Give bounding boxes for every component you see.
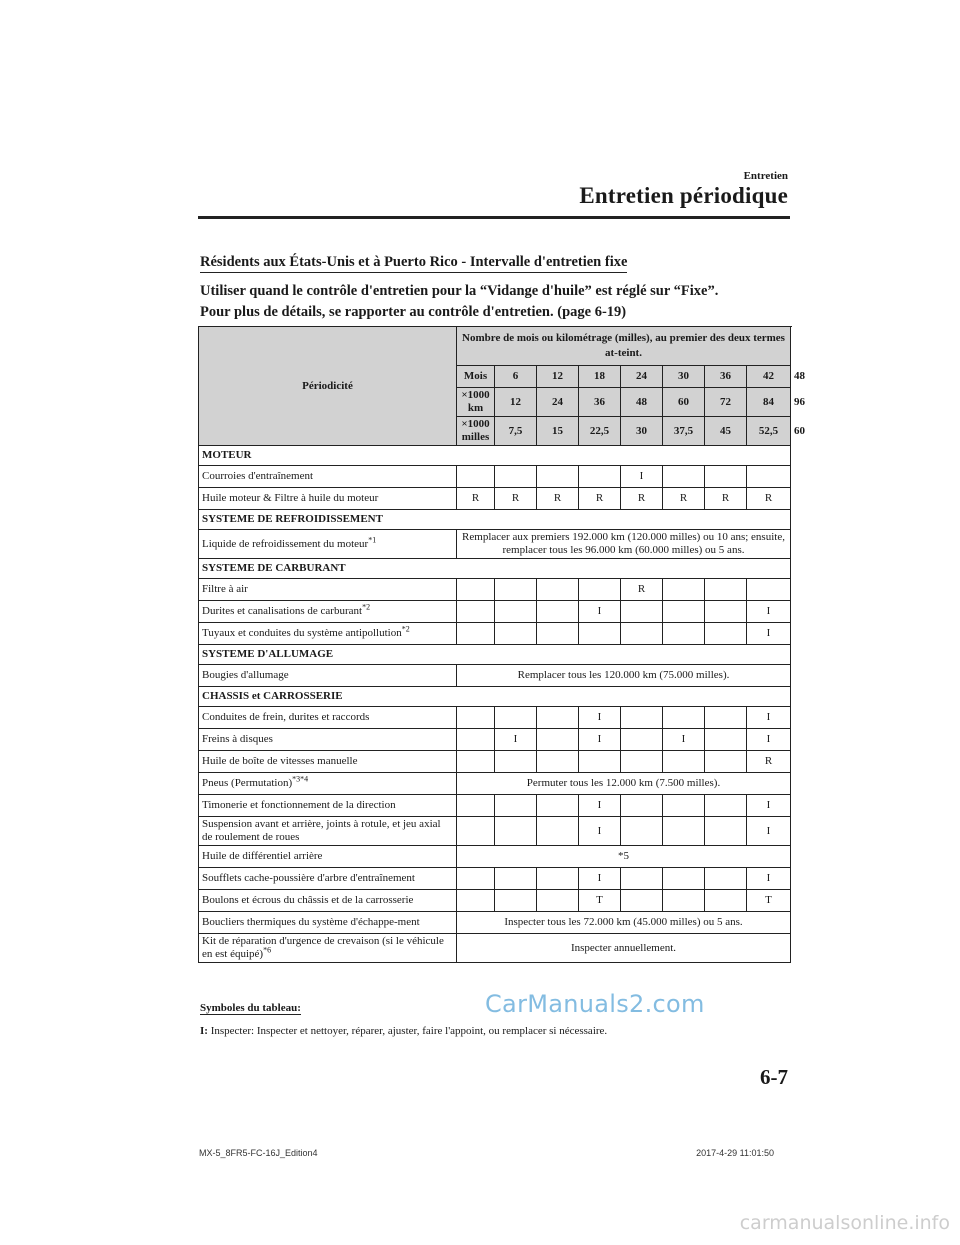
- schedule-cell: R: [621, 579, 663, 601]
- legend-text: Inspecter: Inspecter et nettoyer, réparer, ajuster, faire l'appoint, ou remplacer si nécessaire.: [210, 1025, 608, 1037]
- page-title: Entretien périodique: [579, 183, 788, 208]
- interval-value: 60: [663, 388, 705, 417]
- item-label-text: Huile moteur & Filtre à huile du moteur: [202, 492, 379, 504]
- interval-value: 15: [537, 417, 579, 446]
- table-row: [199, 868, 791, 890]
- footnote-ref: *1: [368, 534, 377, 544]
- schedule-cell: [663, 890, 705, 912]
- schedule-cell: [663, 751, 705, 773]
- schedule-cell: I: [495, 729, 537, 751]
- item-label-text: Huile de boîte de vitesses manuelle: [202, 755, 358, 767]
- schedule-cell: [621, 623, 663, 645]
- item-label-text: Conduites de frein, durites et raccords: [202, 711, 370, 723]
- schedule-cell: [537, 751, 579, 773]
- schedule-cell: [457, 579, 495, 601]
- schedule-cell: T: [579, 890, 621, 912]
- schedule-cell: [663, 707, 705, 729]
- schedule-cell: I: [663, 729, 705, 751]
- item-label-text: Liquide de refroidissement du moteur: [202, 537, 369, 550]
- interval-value: 48: [621, 388, 663, 417]
- schedule-cell: [663, 868, 705, 890]
- schedule-cell: [537, 868, 579, 890]
- interval-value: 24: [621, 366, 663, 388]
- section-title: Résidents aux États-Unis et à Puerto Rico - Intervalle d'entretien fixe: [200, 254, 627, 273]
- item-label-text: Kit de réparation d'urgence de crevaison (si le véhicule en est équipé): [202, 935, 444, 960]
- schedule-cell: [705, 466, 747, 488]
- section-row: [199, 559, 791, 579]
- table-row: [199, 665, 791, 687]
- schedule-cell: [705, 729, 747, 751]
- table-row: [199, 934, 791, 963]
- schedule-cell: [537, 817, 579, 846]
- schedule-cell: [621, 751, 663, 773]
- item-label: [199, 466, 457, 488]
- section-label: SYSTEME DE CARBURANT: [199, 559, 791, 579]
- item-label: [199, 795, 457, 817]
- section-label: CHASSIS et CARROSSERIE: [199, 687, 791, 707]
- schedule-cell: [457, 707, 495, 729]
- table-row: [199, 707, 791, 729]
- interval-value: 45: [705, 417, 747, 446]
- schedule-cell: [537, 466, 579, 488]
- table-row: [199, 530, 791, 559]
- footer-timestamp: 2017-4-29 11:01:50: [696, 1148, 774, 1158]
- item-label-text: Soufflets cache-poussière d'arbre d'entraînement: [202, 872, 415, 884]
- interval-value: 42: [747, 366, 791, 388]
- schedule-cell: I: [579, 868, 621, 890]
- table-row: [199, 466, 791, 488]
- interval-unit-label: ×1000 km: [457, 388, 495, 417]
- schedule-cell: I: [747, 868, 791, 890]
- table-row: [199, 846, 791, 868]
- schedule-cell: [621, 868, 663, 890]
- item-label-text: Bougies d'allumage: [202, 669, 289, 681]
- item-label-text: Timonerie et fonctionnement de la direction: [202, 799, 396, 811]
- interval-value: 72: [705, 388, 747, 417]
- footer-doc-id: MX-5_8FR5-FC-16J_Edition4: [199, 1148, 318, 1158]
- section-label: SYSTEME D'ALLUMAGE: [199, 645, 791, 665]
- schedule-cell: [621, 890, 663, 912]
- schedule-cell: [705, 579, 747, 601]
- interval-note: *5: [457, 846, 791, 868]
- schedule-cell: [495, 817, 537, 846]
- schedule-cell: I: [747, 623, 791, 645]
- intro-line-2: Pour plus de détails, se rapporter au contrôle d'entretien. (page 6-19): [200, 304, 627, 320]
- schedule-cell: R: [537, 488, 579, 510]
- interval-value: 18: [579, 366, 621, 388]
- legend: [200, 1025, 607, 1037]
- page-number: 6-7: [760, 1065, 788, 1089]
- section-row: [199, 510, 791, 530]
- schedule-cell: [537, 623, 579, 645]
- schedule-cell: R: [663, 488, 705, 510]
- interval-value: 7,5: [495, 417, 537, 446]
- schedule-cell: T: [747, 890, 791, 912]
- schedule-cell: I: [747, 601, 791, 623]
- section-row: [199, 687, 791, 707]
- interval-value: 12: [537, 366, 579, 388]
- schedule-cell: R: [705, 488, 747, 510]
- schedule-cell: [621, 817, 663, 846]
- schedule-cell: [663, 795, 705, 817]
- footnote-ref: *3*4: [292, 774, 309, 784]
- interval-value: 52,5: [747, 417, 791, 446]
- interval-row: Mois 6 12 18 24 30 36 42 48: [199, 366, 791, 388]
- header-rule: [198, 216, 790, 219]
- schedule-cell: [495, 707, 537, 729]
- item-label: [199, 846, 457, 868]
- schedule-cell: [663, 579, 705, 601]
- schedule-cell: I: [747, 795, 791, 817]
- watermark: CarManuals2.com: [485, 990, 705, 1018]
- item-label: [199, 912, 457, 934]
- schedule-cell: [705, 890, 747, 912]
- schedule-cell: [457, 623, 495, 645]
- item-label: [199, 579, 457, 601]
- schedule-cell: I: [747, 707, 791, 729]
- table-row: [199, 579, 791, 601]
- schedule-cell: [495, 623, 537, 645]
- schedule-cell: [457, 795, 495, 817]
- symbols-title: Symboles du tableau:: [200, 1002, 301, 1014]
- item-label: [199, 623, 457, 645]
- schedule-cell: [663, 601, 705, 623]
- item-label: [199, 868, 457, 890]
- item-label: [199, 729, 457, 751]
- schedule-cell: [537, 729, 579, 751]
- intro-line-1: Utiliser quand le contrôle d'entretien pour la “Vidange d'huile” est réglé sur “Fixe”.: [200, 283, 719, 299]
- interval-value: 36: [705, 366, 747, 388]
- item-label-text: Pneus (Permutation): [202, 777, 293, 789]
- footnote-ref: *2: [362, 602, 371, 612]
- schedule-cell: I: [621, 466, 663, 488]
- item-label-text: Courroies d'entraînement: [202, 470, 314, 482]
- footnote-ref: *6: [263, 945, 272, 955]
- interval-value: 37,5: [663, 417, 705, 446]
- schedule-cell: R: [579, 488, 621, 510]
- item-label: [199, 751, 457, 773]
- schedule-cell: [495, 751, 537, 773]
- schedule-cell: [705, 817, 747, 846]
- schedule-cell: [457, 729, 495, 751]
- item-label: [199, 665, 457, 687]
- interval-row: ×1000 km 12 24 36 48 60 72 84 96: [199, 388, 791, 417]
- schedule-cell: R: [457, 488, 495, 510]
- item-label-text: Durites et canalisations de carburant: [202, 605, 363, 617]
- interval-note: Inspecter annuellement.: [457, 934, 791, 963]
- schedule-cell: R: [621, 488, 663, 510]
- schedule-cell: [457, 817, 495, 846]
- schedule-cell: [621, 729, 663, 751]
- item-label: [199, 488, 457, 510]
- item-label-text: Freins à disques: [202, 733, 273, 745]
- schedule-cell: I: [579, 795, 621, 817]
- item-label: [199, 934, 457, 963]
- schedule-cell: [537, 601, 579, 623]
- schedule-cell: [495, 890, 537, 912]
- item-label: [199, 773, 457, 795]
- schedule-cell: [537, 707, 579, 729]
- interval-note: Permuter tous les 12.000 km (7.500 milles).: [457, 773, 791, 795]
- schedule-cell: [495, 579, 537, 601]
- section-row: [199, 446, 791, 466]
- item-label-text: Tuyaux et conduites du système antipollution: [202, 627, 402, 639]
- schedule-cell: [663, 817, 705, 846]
- interval-value: 30: [663, 366, 705, 388]
- schedule-cell: [537, 795, 579, 817]
- schedule-cell: [457, 466, 495, 488]
- schedule-cell: [621, 707, 663, 729]
- item-label: [199, 601, 457, 623]
- item-label-text: Suspension avant et arrière, joints à rotule, et jeu axial de roulement de roues: [202, 818, 441, 843]
- table-row: [199, 751, 791, 773]
- interval-value: 84: [747, 388, 791, 417]
- table-row: [199, 623, 791, 645]
- schedule-cell: I: [579, 817, 621, 846]
- item-label-text: Filtre à air: [202, 583, 248, 595]
- schedule-cell: [621, 795, 663, 817]
- table-row: [199, 773, 791, 795]
- schedule-cell: [747, 579, 791, 601]
- section-row: [199, 645, 791, 665]
- item-label: [199, 890, 457, 912]
- item-label-text: Boucliers thermiques du système d'échappe-ment: [202, 916, 420, 928]
- schedule-cell: [621, 601, 663, 623]
- schedule-cell: I: [579, 601, 621, 623]
- schedule-cell: [457, 601, 495, 623]
- section-label: MOTEUR: [199, 446, 791, 466]
- table-row: [199, 890, 791, 912]
- schedule-cell: [663, 466, 705, 488]
- footnote-ref: *2: [401, 624, 410, 634]
- schedule-cell: [579, 751, 621, 773]
- schedule-cell: [457, 751, 495, 773]
- schedule-cell: [705, 795, 747, 817]
- schedule-cell: [495, 601, 537, 623]
- interval-value: 36: [579, 388, 621, 417]
- item-label: [199, 530, 457, 559]
- schedule-cell: [705, 751, 747, 773]
- schedule-cell: [579, 623, 621, 645]
- schedule-cell: [705, 601, 747, 623]
- schedule-cell: [537, 890, 579, 912]
- periodicite-header: Périodicité: [199, 327, 457, 446]
- schedule-cell: [579, 579, 621, 601]
- chapter-label: Entretien: [743, 170, 788, 182]
- interval-value: 6: [495, 366, 537, 388]
- schedule-cell: I: [579, 729, 621, 751]
- schedule-cell: I: [747, 817, 791, 846]
- schedule-cell: [747, 466, 791, 488]
- schedule-cell: [705, 623, 747, 645]
- schedule-cell: [705, 868, 747, 890]
- item-label-text: Huile de différentiel arrière: [202, 850, 323, 862]
- interval-row: ×1000 milles 7,5 15 22,5 30 37,5 45 52,5 60: [199, 417, 791, 446]
- schedule-cell: I: [747, 729, 791, 751]
- interval-note: Inspecter tous les 72.000 km (45.000 milles) ou 5 ans.: [457, 912, 791, 934]
- table-row: [199, 795, 791, 817]
- interval-value: 12: [495, 388, 537, 417]
- schedule-cell: [579, 466, 621, 488]
- table-row: [199, 488, 791, 510]
- schedule-cell: R: [495, 488, 537, 510]
- interval-unit-label: ×1000 milles: [457, 417, 495, 446]
- item-label-text: Boulons et écrous du châssis et de la carrosserie: [202, 894, 414, 906]
- schedule-cell: [495, 466, 537, 488]
- schedule-cell: [495, 868, 537, 890]
- schedule-cell: R: [747, 488, 791, 510]
- table-row: [199, 912, 791, 934]
- site-watermark: carmanualsonline.info: [739, 1212, 950, 1234]
- legend-key: I:: [200, 1025, 208, 1037]
- interval-value: 22,5: [579, 417, 621, 446]
- interval-note: Remplacer tous les 120.000 km (75.000 milles).: [457, 665, 791, 687]
- intro-text: [200, 281, 800, 323]
- table-row: [199, 729, 791, 751]
- section-label: SYSTEME DE REFROIDISSEMENT: [199, 510, 791, 530]
- interval-note: Remplacer aux premiers 192.000 km (120.000 milles) ou 10 ans; ensuite, remplacer tous les 96.000 km (60.000 milles) ou 5 ans.: [457, 530, 791, 559]
- interval-header: Nombre de mois ou kilométrage (milles), au premier des deux termes at-teint.: [457, 327, 791, 366]
- interval-unit-label: Mois: [457, 366, 495, 388]
- table-row: [199, 601, 791, 623]
- schedule-cell: [663, 623, 705, 645]
- table-row: [199, 817, 791, 846]
- schedule-cell: [495, 795, 537, 817]
- interval-value: 30: [621, 417, 663, 446]
- schedule-cell: [457, 868, 495, 890]
- item-label: [199, 817, 457, 846]
- schedule-cell: [705, 707, 747, 729]
- schedule-cell: I: [579, 707, 621, 729]
- schedule-cell: [537, 579, 579, 601]
- schedule-cell: R: [747, 751, 791, 773]
- interval-value: 24: [537, 388, 579, 417]
- item-label: [199, 707, 457, 729]
- schedule-cell: [457, 890, 495, 912]
- maintenance-table: [198, 326, 805, 963]
